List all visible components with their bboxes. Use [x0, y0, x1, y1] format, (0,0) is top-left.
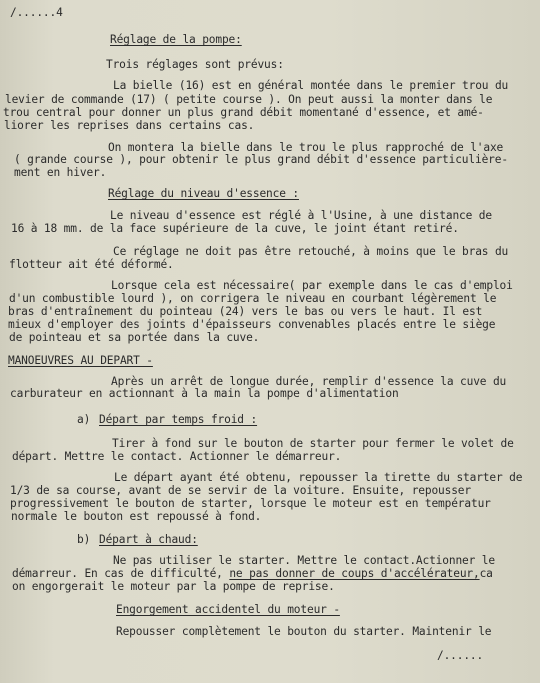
text-line: normale le bouton est repoussé à fond. [11, 510, 262, 523]
subsection-heading-depart-froid: Départ par temps froid : [99, 413, 258, 426]
text-line: 1/3 de sa course, avant de se servir de la voiture. Ensuite, repousser [10, 484, 471, 497]
text-line-with-emphasis [12, 567, 540, 580]
text-line: Ce réglage ne doit pas être retouché, à moins que le bras du [113, 245, 509, 258]
text-segment: ca [479, 567, 493, 580]
section-heading-engorgement: Engorgement accidentel du moteur - [116, 603, 340, 616]
text-line: d'un combustible lourd ), on corrigera le niveau en courbant légèrement le [9, 292, 497, 305]
text-line: Trois réglages sont prévus: [106, 58, 284, 71]
continuation-marker: /...... [437, 649, 484, 662]
subsection-prefix-a: a) [77, 413, 91, 426]
text-line: On montera la bielle dans le trou le plus rapproché de l'axe [108, 141, 504, 154]
subsection-prefix-b: b) [77, 533, 91, 546]
text-line: trou central pour donner un plus grand débit momentané d'essence, et amé- [3, 106, 484, 119]
section-heading-manoeuvres: MANOEUVRES AU DEPART - [8, 354, 153, 367]
text-line: de pointeau et sa portée dans la cuve. [9, 331, 260, 344]
text-line: liorer les reprises dans certains cas. [4, 119, 255, 132]
text-line: ment en hiver. [14, 166, 107, 179]
emphasized-warning: ne pas donner de coups d'accélérateur, [229, 567, 480, 580]
section-heading-reglage-niveau: Réglage du niveau d'essence : [108, 187, 299, 200]
text-line: on engorgerait le moteur par la pompe de reprise. [12, 580, 335, 593]
text-line: Ne pas utiliser le starter. Mettre le contact.Actionner le [113, 554, 495, 567]
text-line: Après un arrêt de longue durée, remplir d'essence la cuve du [111, 375, 507, 388]
text-line: départ. Mettre le contact. Actionner le démarreur. [12, 450, 342, 463]
text-line: 16 à 18 mm. de la face supérieure de la cuve, le joint étant retiré. [11, 222, 459, 235]
text-line: progressivement le bouton de starter, lorsque le moteur est en températur [10, 497, 491, 510]
text-segment: démarreur. En cas de difficulté, [12, 567, 230, 580]
page-number-marker: /......4 [10, 6, 63, 19]
text-line: Repousser complètement le bouton du starter. Maintenir le [116, 625, 492, 638]
text-line: flotteur ait été déformé. [9, 258, 174, 271]
text-line: Le niveau d'essence est réglé à l'Usine, à une distance de [110, 209, 492, 222]
section-heading-reglage-pompe: Réglage de la pompe: [110, 33, 242, 46]
text-line: Le départ ayant été obtenu, repousser la tirette du starter de [114, 471, 523, 484]
text-line: levier de commande (17) ( petite course ). On peut aussi la monter dans le [5, 93, 493, 106]
text-line: Lorsque cela est nécessaire( par exemple dans le cas d'emploi [111, 279, 513, 292]
text-line: Tirer à fond sur le bouton de starter pour fermer le volet de [112, 437, 514, 450]
text-line: carburateur en actionnant à la main la pompe d'alimentation [10, 387, 399, 400]
text-line: ( grande course ), pour obtenir le plus grand débit d'essence particulière- [14, 153, 508, 166]
text-line: La bielle (16) est en général montée dans le premier trou du [113, 79, 509, 92]
subsection-heading-depart-chaud: Départ à chaud: [99, 533, 198, 546]
text-line: mieux d'employer des joints d'épaisseurs convenables placés entre le siège [8, 318, 496, 331]
text-line: bras d'entraînement du pointeau (24) vers le bas ou vers le haut. Il est [8, 305, 483, 318]
